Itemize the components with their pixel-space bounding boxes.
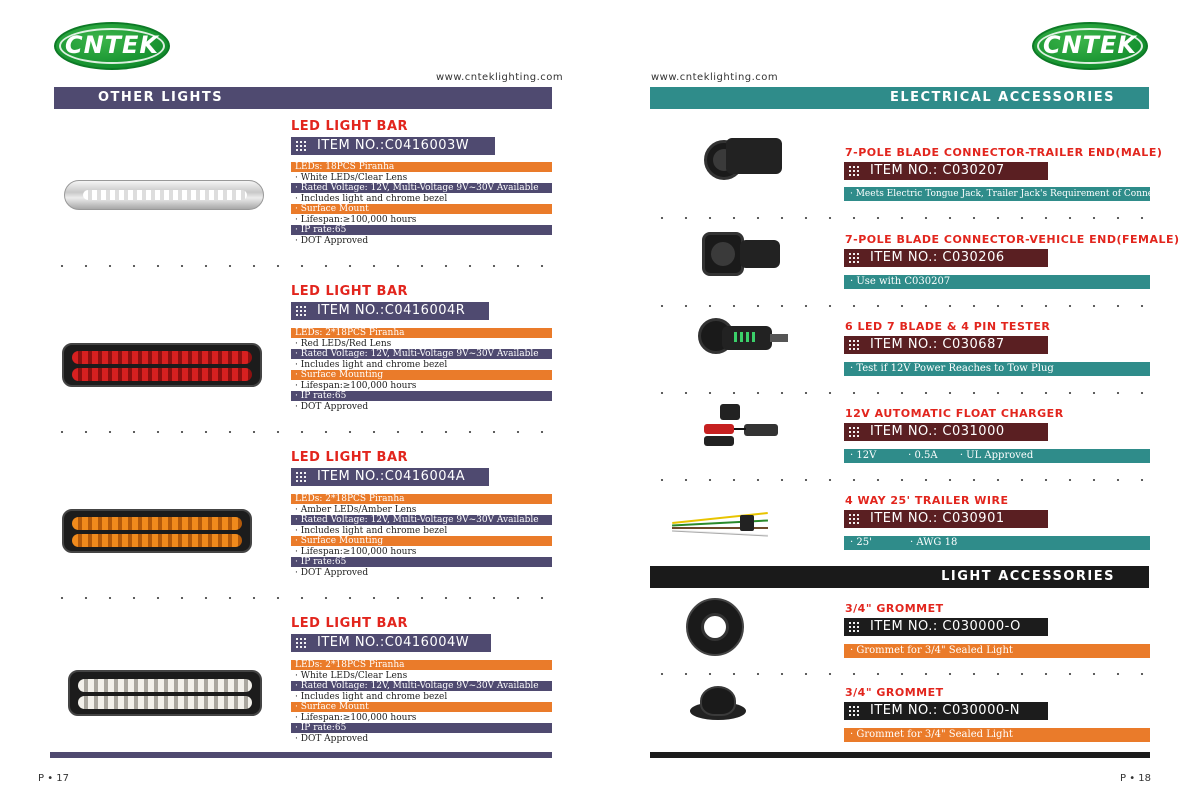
item-number-box xyxy=(844,162,1048,180)
feature-line: · 12V · 0.5A · UL Approved xyxy=(844,449,1150,463)
trailer-connector-male-image xyxy=(696,130,786,182)
product-title: 12V AUTOMATIC FLOAT CHARGER xyxy=(845,407,1064,420)
bottom-bar-left xyxy=(50,752,552,758)
feature-line: · Meets Electric Tongue Jack, Trailer Jack's Requirement of Connection xyxy=(844,187,1150,201)
item-number-box xyxy=(291,137,495,155)
led-light-bar-image-red xyxy=(62,343,262,387)
section-title-text: LIGHT ACCESSORIES xyxy=(941,569,1115,584)
product-title: 4 WAY 25' TRAILER WIRE xyxy=(845,494,1009,507)
section-title-light-accessories xyxy=(650,566,1149,588)
product-title: LED LIGHT BAR xyxy=(291,284,409,299)
page-number-right: P • 18 xyxy=(1120,773,1152,784)
spec-line: · White LEDs/Clear Lens xyxy=(295,173,408,183)
dot-grid-icon xyxy=(848,339,860,351)
dotted-separator xyxy=(650,479,1150,481)
spec-line: · IP rate:65 xyxy=(291,391,552,401)
item-number-box xyxy=(844,336,1048,354)
spec-line: · Surface Mounting xyxy=(291,370,552,380)
dotted-separator xyxy=(50,265,555,267)
item-number-box xyxy=(844,423,1048,441)
dotted-separator xyxy=(50,431,555,433)
spec-line: · Includes light and chrome bezel xyxy=(295,692,448,702)
product-title: 7-POLE BLADE CONNECTOR-VEHICLE END(FEMALE) xyxy=(845,233,1180,246)
website-url-right: www.cnteklighting.com xyxy=(651,72,779,83)
spec-line: · Includes light and chrome bezel xyxy=(295,526,448,536)
spec-line: · DOT Approved xyxy=(295,236,369,246)
spec-line: LEDs: 2*18PCS Piranha xyxy=(291,328,552,338)
feature-line: · Grommet for 3/4" Sealed Light xyxy=(844,644,1150,658)
bottom-bar-right xyxy=(650,752,1150,758)
dot-grid-icon xyxy=(848,165,860,177)
grommet-open-image xyxy=(686,598,744,656)
item-number-box xyxy=(844,702,1048,720)
spec-line: · White LEDs/Clear Lens xyxy=(295,671,408,681)
dotted-separator xyxy=(650,305,1150,307)
dotted-separator xyxy=(650,217,1150,219)
item-number-box xyxy=(291,302,489,320)
spec-line: LEDs: 2*18PCS Piranha xyxy=(291,494,552,504)
item-number: ITEM NO.:C0416004W xyxy=(317,635,470,650)
item-number: ITEM NO.: C030206 xyxy=(870,250,1005,265)
product-title: 3/4" GROMMET xyxy=(845,602,944,615)
dot-grid-icon xyxy=(848,426,860,438)
spec-line: · DOT Approved xyxy=(295,568,369,578)
spec-line: · Lifespan:≥100,000 hours xyxy=(295,215,417,225)
spec-line: · Surface Mount xyxy=(291,702,552,712)
dot-grid-icon xyxy=(295,305,307,317)
led-light-bar-image-amber xyxy=(62,509,252,553)
dot-grid-icon xyxy=(848,621,860,633)
spec-line: · Includes light and chrome bezel xyxy=(295,194,448,204)
item-number-box xyxy=(291,468,489,486)
spec-line: · IP rate:65 xyxy=(291,557,552,567)
item-number: ITEM NO.: C030687 xyxy=(870,337,1005,352)
website-url-left: www.cnteklighting.com xyxy=(436,72,564,83)
section-title-text: OTHER LIGHTS xyxy=(98,90,224,105)
spec-line: · Lifespan:≥100,000 hours xyxy=(295,547,417,557)
spec-line: · Surface Mounting xyxy=(291,536,552,546)
led-light-bar-image-white-double xyxy=(68,670,262,716)
item-number: ITEM NO.: C030207 xyxy=(870,163,1005,178)
plug-tester-image xyxy=(694,314,790,364)
item-number-box xyxy=(844,618,1048,636)
dot-grid-icon xyxy=(848,252,860,264)
trailer-connector-female-image xyxy=(696,226,786,282)
feature-line: · 25' · AWG 18 xyxy=(844,536,1150,550)
float-charger-image xyxy=(700,402,790,450)
item-number: ITEM NO.:C0416003W xyxy=(317,138,470,153)
dotted-separator xyxy=(50,597,555,599)
spec-line: · Amber LEDs/Amber Lens xyxy=(295,505,417,515)
logo-text: CNTEK xyxy=(1042,31,1138,59)
section-title-text: ELECTRICAL ACCESSORIES xyxy=(889,90,1115,105)
spec-line: · IP rate:65 xyxy=(291,723,552,733)
product-title: LED LIGHT BAR xyxy=(291,450,409,465)
dot-grid-icon xyxy=(295,637,307,649)
product-title: LED LIGHT BAR xyxy=(291,119,409,134)
section-title-other-lights xyxy=(54,87,552,109)
spec-line: · Red LEDs/Red Lens xyxy=(295,339,392,349)
spec-line: · DOT Approved xyxy=(295,402,369,412)
item-number-box xyxy=(844,510,1048,528)
product-title: 7-POLE BLADE CONNECTOR-TRAILER END(MALE) xyxy=(845,146,1163,159)
product-title: LED LIGHT BAR xyxy=(291,616,409,631)
page-number-left: P • 17 xyxy=(38,773,70,784)
spec-line: · Rated Voltage: 12V, Multi-Voltage 9V~30V Available xyxy=(291,681,552,691)
item-number: ITEM NO.: C030000-O xyxy=(870,619,1021,634)
product-title: 3/4" GROMMET xyxy=(845,686,944,699)
feature-line: · Use with C030207 xyxy=(844,275,1150,289)
dotted-separator xyxy=(650,673,1150,675)
feature-line: · Test if 12V Power Reaches to Tow Plug xyxy=(844,362,1150,376)
spec-line: · Rated Voltage: 12V, Multi-Voltage 9V~30V Available xyxy=(291,349,552,359)
item-number: ITEM NO.: C030000-N xyxy=(870,703,1021,718)
spec-line: · Rated Voltage: 12V, Multi-Voltage 9V~30V Available xyxy=(291,515,552,525)
logo-text: CNTEK xyxy=(64,31,160,59)
item-number: ITEM NO.: C031000 xyxy=(870,424,1005,439)
item-number: ITEM NO.:C0416004R xyxy=(317,303,466,318)
item-number-box xyxy=(291,634,491,652)
item-number: ITEM NO.:C0416004A xyxy=(317,469,466,484)
led-light-bar-image-white-single xyxy=(64,180,264,210)
dot-grid-icon xyxy=(848,513,860,525)
grommet-closed-image xyxy=(690,682,748,736)
spec-line: · Lifespan:≥100,000 hours xyxy=(295,713,417,723)
trailer-wire-image xyxy=(668,505,788,547)
spec-line: · Rated Voltage: 12V, Multi-Voltage 9V~30V Available xyxy=(291,183,552,193)
cntek-logo-right xyxy=(1032,22,1148,70)
item-number: ITEM NO.: C030901 xyxy=(870,511,1005,526)
spec-line: · Surface Mount xyxy=(291,204,552,214)
spec-line: · Includes light and chrome bezel xyxy=(295,360,448,370)
section-title-electrical-accessories xyxy=(650,87,1149,109)
dotted-separator xyxy=(650,392,1150,394)
spec-line: LEDs: 18PCS Piranha xyxy=(291,162,552,172)
product-title: 6 LED 7 BLADE & 4 PIN TESTER xyxy=(845,320,1051,333)
item-number-box xyxy=(844,249,1048,267)
dot-grid-icon xyxy=(848,705,860,717)
cntek-logo-left xyxy=(54,22,170,70)
feature-line: · Grommet for 3/4" Sealed Light xyxy=(844,728,1150,742)
dot-grid-icon xyxy=(295,140,307,152)
spec-line: · IP rate:65 xyxy=(291,225,552,235)
spec-line: LEDs: 2*18PCS Piranha xyxy=(291,660,552,670)
spec-line: · Lifespan:≥100,000 hours xyxy=(295,381,417,391)
spec-line: · DOT Approved xyxy=(295,734,369,744)
dot-grid-icon xyxy=(295,471,307,483)
